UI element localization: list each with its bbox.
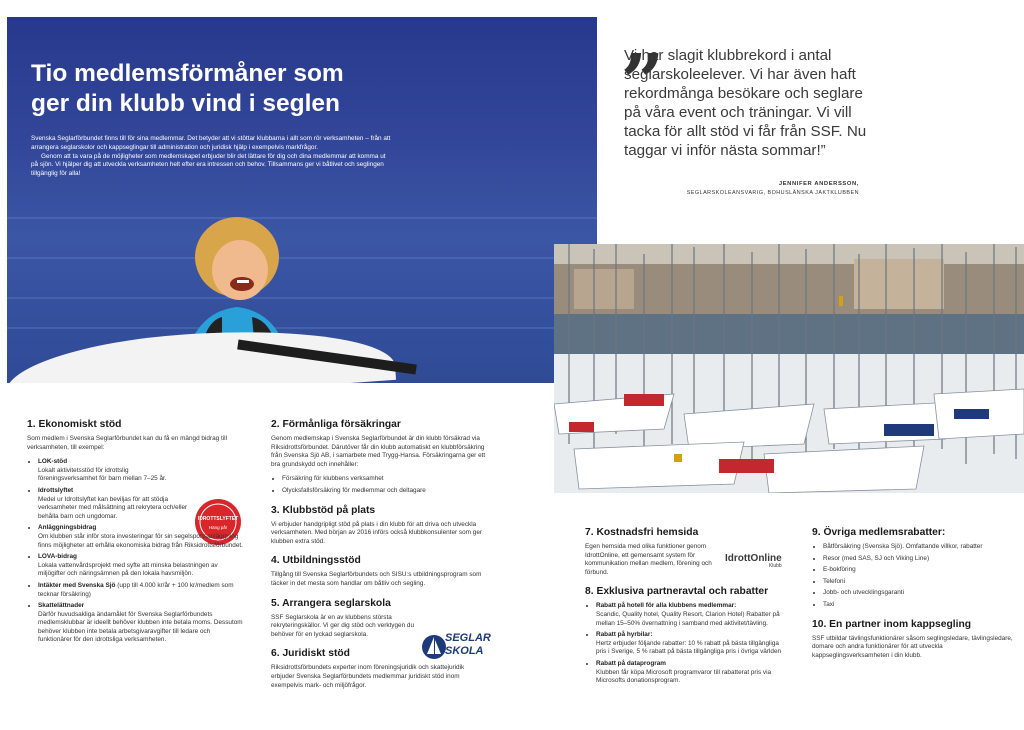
section-title: 6. Juridiskt stöd	[271, 648, 350, 660]
section-other-discounts	[812, 527, 1017, 610]
section-text: Tillgång till Svenska Seglarförbundets och SISU:s utbildningsprogram som täcker in det mesta som handlar om båtliv och segling.	[271, 571, 482, 587]
quote-marks-icon: „	[622, 0, 662, 83]
seglarskola-line1: SEGLAR	[445, 632, 491, 644]
section-title: 10. En partner inom kappsegling	[812, 618, 972, 630]
list-item	[38, 602, 243, 645]
list-item	[38, 458, 243, 484]
harbor-photo	[554, 244, 1024, 493]
quote-author-role: SEGLARSKOLEANSVARIG, BOHUSLÄNSKA JAKTKLUBBEN	[686, 190, 859, 196]
list-item-title: • Skattelättnader	[38, 602, 85, 610]
list-item-title: Intäkter med Svenska Sjö	[38, 581, 116, 589]
list-item-title: • Rabatt på hotell för alla klubbens medlemmar:	[596, 602, 737, 610]
economic-support-list	[27, 458, 243, 645]
list-item	[38, 487, 243, 521]
section-text: Egen hemsida med olika funktioner genom IdrottOnline, ett gemensamt system för kommunikation mellan medlem, förening och förbund.	[585, 543, 712, 576]
section-text: SSF Seglarskola är en av klubbens största rekryteringskällor. Vi ger dig stöd och verktygen du behöver för en lyckad seglarskola.	[271, 613, 415, 638]
list-item-title: • Rabatt på hyrbilar:	[596, 631, 653, 639]
list-item-text: Om klubben står inför stora investeringar för sin segelsportsanläggning finns möjligheter att erhålla ekonomiska bidrag från Riksidrottsförbundet.	[38, 532, 243, 549]
hero-photo	[7, 17, 597, 383]
idrottslyftet-logo-sub: Häng på!	[208, 525, 228, 530]
list-item: • Försäkring för klubbens verksamhet	[282, 475, 487, 484]
seglarskola-line2: SKOLA	[445, 645, 484, 657]
hero-intro-p2: Genom att ta vara på de möjligheter som medlemskapet erbjuder blir det lättare för dig och dina medlemmar att komma ut på sjön. Vi hjälper dig att utveckla verksamheten helt efter era intressen och behov. Tillsammans ger vi båtlivet och seglingen tillgänglig för alla!	[31, 152, 386, 178]
column-benefits-4	[812, 527, 1017, 669]
hero-title	[31, 59, 431, 119]
section-title: 2. Förmånliga försäkringar	[271, 419, 401, 430]
list-item-title: • LOK-stöd	[38, 458, 68, 466]
section-title: 9. Övriga medlemsrabatter:	[812, 527, 946, 538]
other-discounts-list	[812, 543, 1017, 610]
list-item-text: Medel ur Idrottslyftet kan beviljas för att stödja verksamheter med målsättning att rekrytera och/eller behålla barn och ungdomar.	[38, 495, 188, 520]
section-text: Riksidrottsförbundets experter inom föreningsjuridik och skattejuridik erbjuder Svenska Seglarförbundets medlemmar juridiskt stöd inom exempelvis mark- och miljöfrågor.	[271, 664, 465, 689]
list-item-title: • Anläggningsbidrag	[38, 524, 97, 532]
list-item-text: Klubben får köpa Microsoft programvaror till rabatterat pris via Microsofts donationsprogram.	[596, 668, 772, 685]
list-item-text: Lokalt aktivitetsstöd för idrottslig föreningsverksamhet för barn mellan 7–25 år.	[38, 466, 167, 483]
section-title: 7. Kostnadsfri hemsida	[585, 527, 699, 538]
list-item: • Telefoni	[823, 578, 1017, 587]
idrottonline-logo-sub: Klubb	[768, 563, 782, 569]
section-title: 5. Arrangera seglarskola	[271, 597, 391, 609]
list-item: • Taxi	[823, 601, 1017, 610]
section-sailing-school	[271, 598, 487, 640]
list-item: • Jobb- och utvecklingsgaranti	[823, 589, 1017, 598]
hero-intro	[31, 135, 393, 179]
section-club-support	[271, 505, 487, 547]
section-racing-partner	[812, 619, 1017, 661]
section-title: 1. Ekonomiskt stöd	[27, 419, 122, 430]
list-item-title: • Rabatt på dataprogram	[596, 659, 666, 667]
list-item-text: Hertz erbjuder följande rabatter: 10 % rabatt på bästa tillgängliga pris i Sverige, 5 % rabatt på bästa tillgängliga pris i övriga världen	[596, 639, 782, 656]
list-item-text: Därför huvudsakliga ändamålet för Svenska Seglarförbundets medlemsklubbar är ideellt behöver klubben inte betala moms. Dessutom behöver klubben inte betala arbetsgivaravgifter till ledare och funktionärer för den idrottsliga verksamheten.	[38, 610, 243, 644]
list-item	[38, 582, 243, 599]
list-item	[596, 602, 790, 628]
section-title: 4. Utbildningsstöd	[271, 555, 361, 567]
section-partner-deals	[585, 586, 790, 685]
partner-deals-list	[585, 602, 790, 685]
list-item	[596, 660, 790, 686]
list-item: • E-bokföring	[823, 566, 1017, 575]
hero-title-line2: ger din klubb vind i seglen	[31, 90, 341, 117]
section-text: Vi erbjuder handgripligt stöd på plats i din klubb för att driva och utveckla verksamheten. Med början av 2016 införs också klubbkonsulenter som ger klubben extra stöd.	[271, 520, 483, 545]
quote-text: Vi har slagit klubbrekord i antal seglarskoleelever. Vi har även haft rekordmånga besökare och seglare på våra event och träningar. Vi vill tacka för allt stöd vi får från SSF. Nu taggar vi inför nästa sommar!”	[624, 47, 867, 159]
section-text: SSF utbildar tävlingsfunktionärer såsom seglingsledare, tävlingsledare, domare och andra funktionärer för att utveckla kappseglingsverksamheten i din klubb.	[812, 634, 1013, 659]
hero-intro-p1: Svenska Seglarförbundet finns till för sina medlemmar. Det betyder att vi stöttar klubbarna i allt som rör verksamheten – från att arrangera seglarskolor och kappseglingar till administration och juridisk hjälp i exempelvis markfrågor.	[31, 135, 391, 151]
list-item-title: • Idrottslyftet	[38, 486, 74, 494]
section-intro: Som medlem i Svenska Seglarförbundet kan du få en mängd bidrag till verksamheten, till exempel:	[27, 435, 227, 451]
idrottslyftet-logo-text: IDROTTSLYFTET	[197, 516, 239, 522]
column-benefits-3	[585, 527, 790, 695]
quote-author-name: JENNIFER ANDERSSON,	[778, 181, 859, 187]
list-item: • Resor (med SAS, SJ och Viking Line)	[823, 555, 1017, 564]
section-title: 8. Exklusiva partneravtal och rabatter	[585, 586, 769, 598]
list-item-text: Lokala vattenvårdsprojekt med syfte att minska belastningen av miljögifter och näringsämnen på den lokala havsmiljön.	[38, 561, 218, 578]
idrottonline-logo-text: IdrottOnline	[725, 553, 782, 564]
column-benefits-2	[271, 419, 487, 699]
list-item-text: (upp till 4.000 kr/år + 100 kr/medlem som tecknar försäkring)	[38, 581, 234, 598]
list-item	[596, 631, 790, 657]
hero-title-line1: Tio medlemsförmåner som	[31, 60, 344, 87]
list-item	[38, 524, 243, 550]
insurance-list	[271, 475, 487, 495]
section-insurance	[271, 419, 487, 496]
list-item: • Olycksfallsförsäkring för medlemmar och deltagare	[282, 487, 487, 496]
list-item: • Båtförsäkring (Svenska Sjö). Omfattande villkor, rabatter	[823, 543, 1017, 552]
section-economic-support	[27, 419, 243, 645]
list-item	[38, 553, 243, 579]
column-benefits-1	[27, 419, 243, 654]
section-education-support	[271, 555, 487, 588]
list-item-text: Scandic, Quality hotel, Quality Resort, Clarion Hotel) Rabatter på mellan 15–50% övernattning i samband med aktivitet/tävling.	[596, 610, 780, 627]
list-item-title: • LOVA-bidrag	[38, 553, 77, 561]
section-title: 3. Klubbstöd på plats	[271, 504, 376, 516]
section-text: Genom medlemskap i Svenska Seglarförbundet är din klubb försäkrad via Riksidrottsförbundet. Därutöver får din klubb automatiskt en klubbförsäkring från Svenska Sjö AB, i samarbete med Trygg-Hansa. Försäkringarna ger ett bra grundskydd och innehåller:	[271, 435, 486, 468]
section-free-website	[585, 527, 790, 577]
section-legal-support	[271, 648, 487, 690]
